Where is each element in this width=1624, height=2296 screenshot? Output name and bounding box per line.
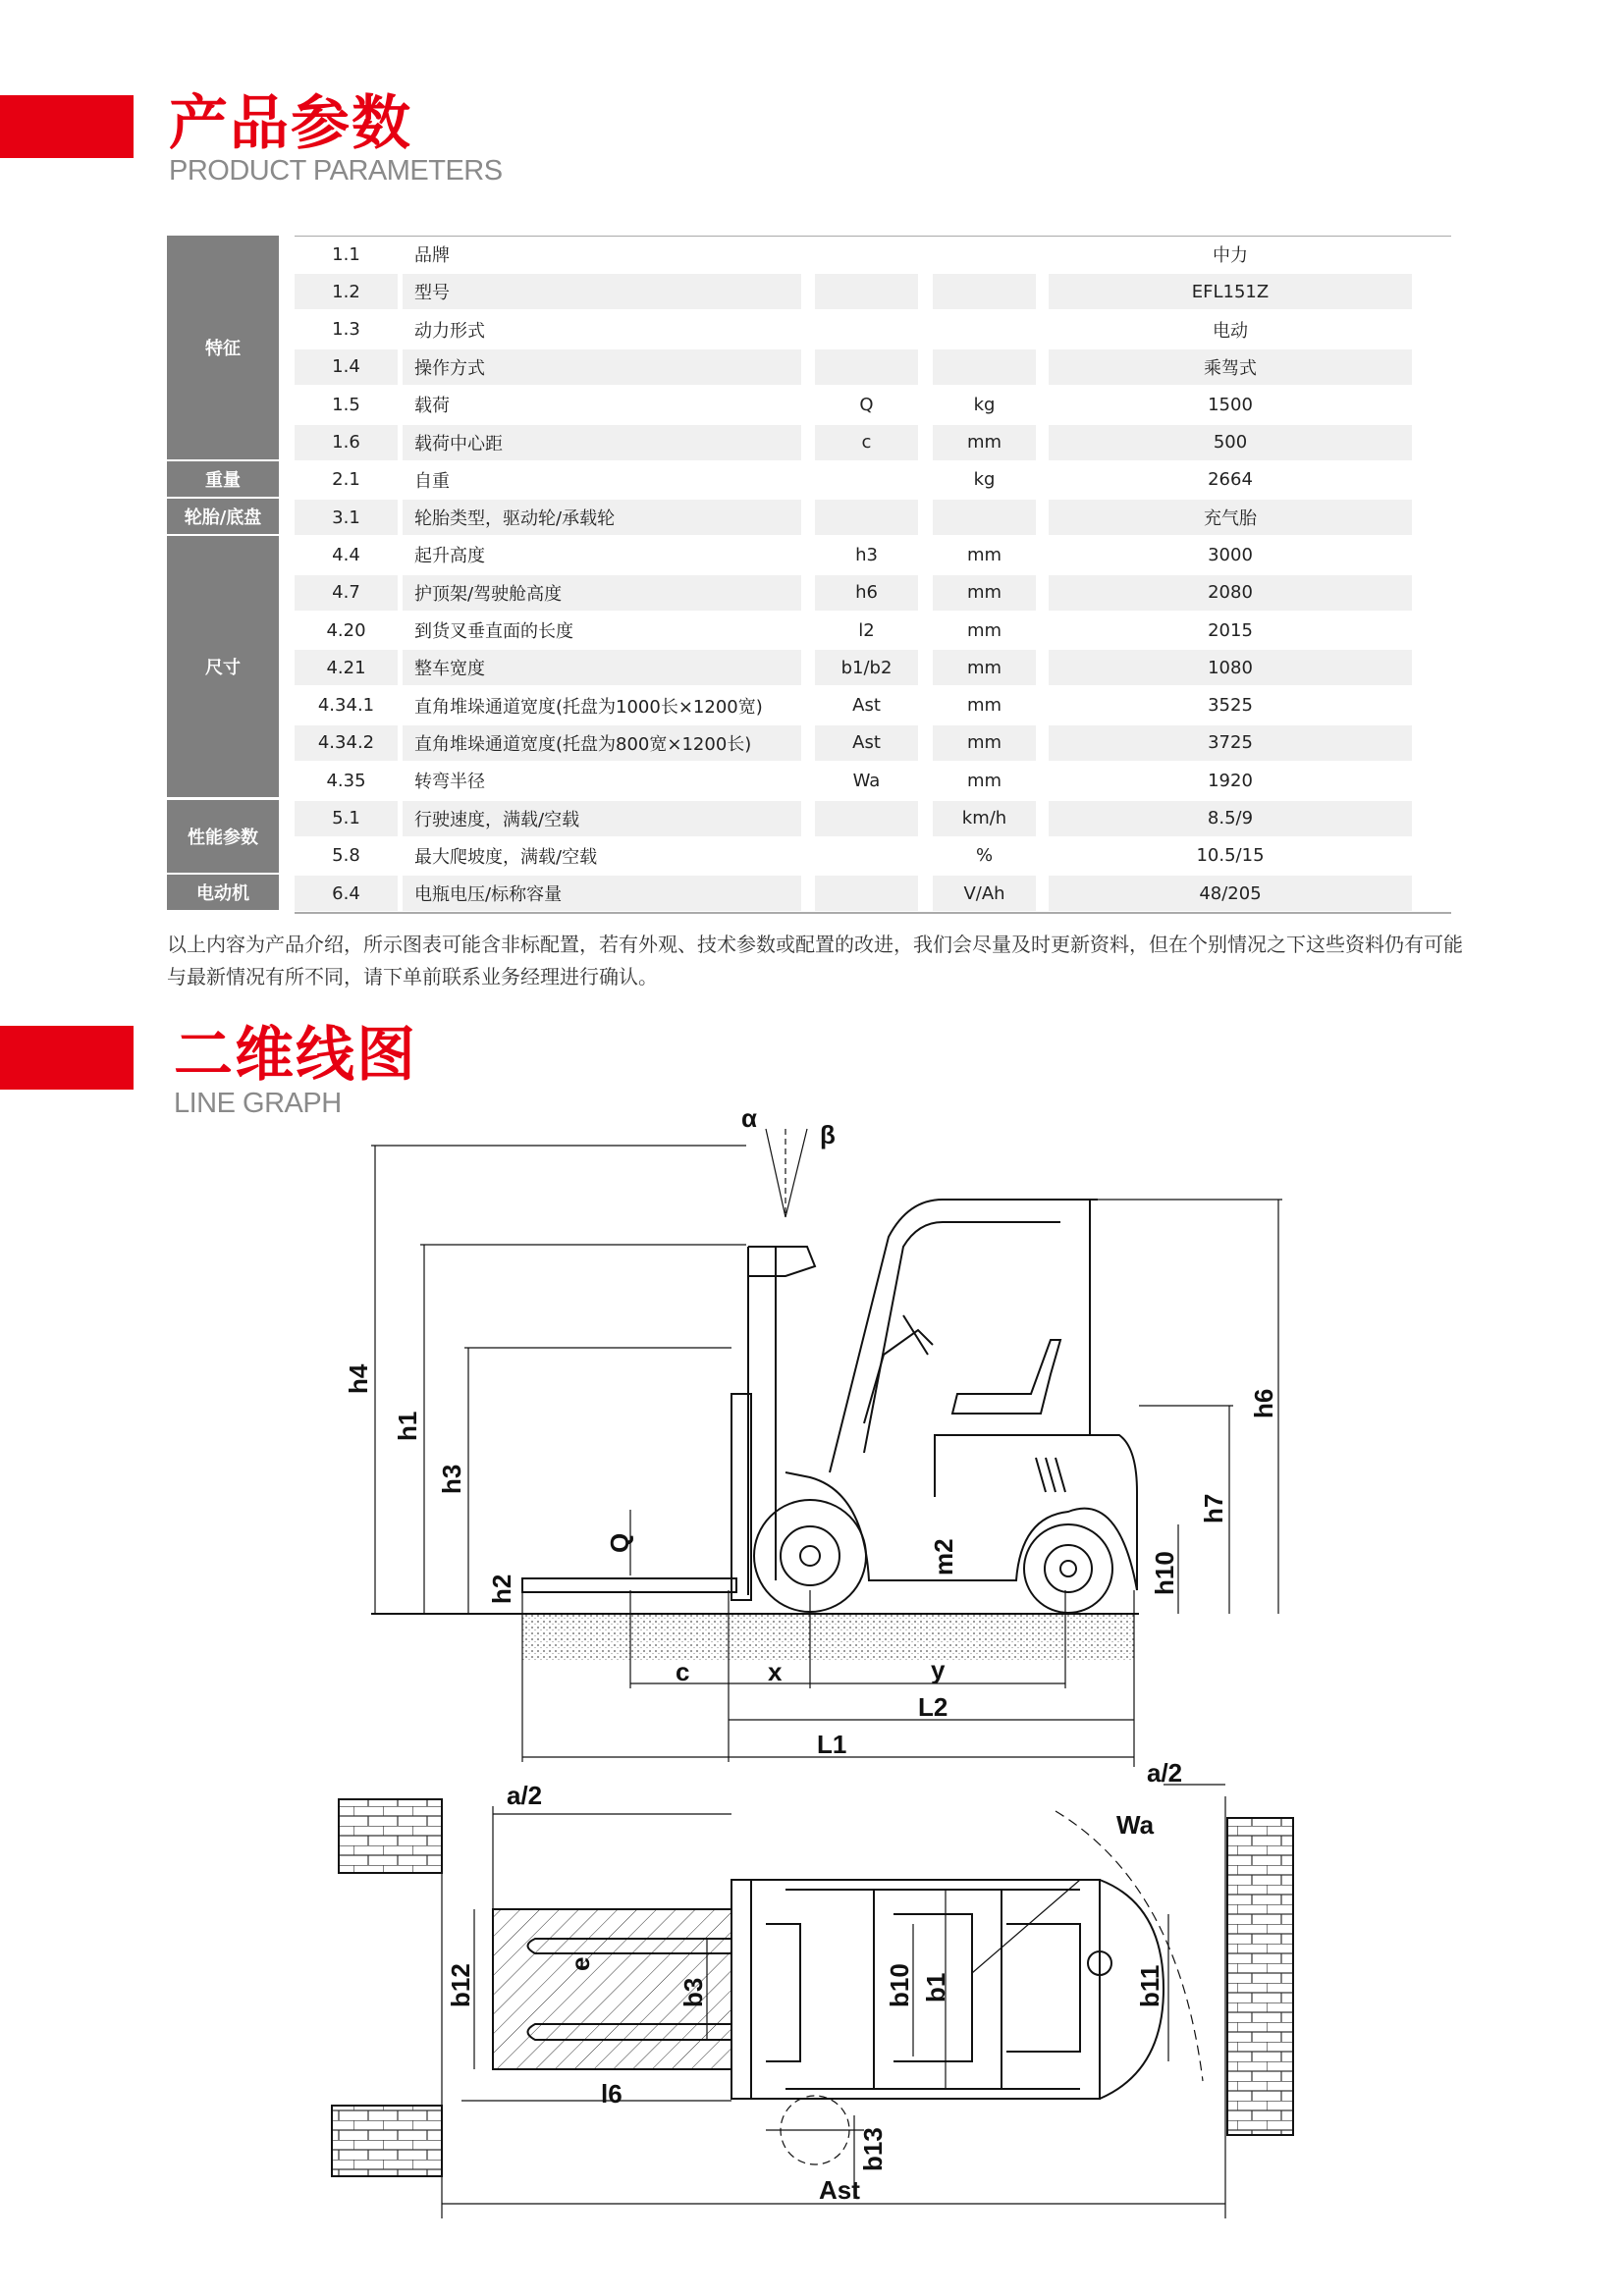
cell-val: 3725	[1049, 725, 1412, 761]
cell-name: 整车宽度	[403, 650, 801, 685]
cell-num: 1.5	[332, 394, 360, 415]
cell-val: 乘驾式	[1049, 349, 1412, 385]
cell-sym: h3	[855, 544, 878, 565]
cell-name: 动力形式	[414, 320, 485, 342]
cell-num: 1.1	[332, 243, 360, 265]
label-h2: h2	[487, 1574, 516, 1604]
cell-name: 直角堆垛通道宽度(托盘为1000长×1200宽)	[414, 696, 763, 718]
cell-num: 4.20	[326, 619, 366, 641]
cell-sym: Ast	[852, 695, 881, 717]
label-h3: h3	[437, 1464, 466, 1494]
label-e: e	[566, 1956, 595, 1971]
dimension-lines	[371, 1129, 1282, 1767]
cell-unit: mm	[933, 575, 1036, 611]
label-l6: l6	[601, 2079, 623, 2109]
cell-num: 1.2	[295, 274, 398, 309]
section-title-en-2: LINE GRAPH	[174, 1088, 342, 1119]
wall-left-bottom	[332, 2106, 442, 2176]
cell-val: EFL151Z	[1049, 274, 1412, 309]
cell-unit: mm	[933, 650, 1036, 685]
label-h10: h10	[1150, 1551, 1179, 1595]
cell-num: 3.1	[295, 500, 398, 535]
cell-num: 4.34.1	[317, 695, 375, 717]
cell-num: 2.1	[332, 469, 360, 491]
disclaimer-note: 以上内容为产品介绍，所示图表可能含非标配置，若有外观、技术参数或配置的改进，我们会尽量及时更新资料，但在个别情况之下这些资料仍有可能与最新情况有所不同，请下单前联系业务经理进行确认。	[167, 933, 1463, 988]
cell-val: 中力	[1213, 245, 1248, 266]
label-L1: L1	[817, 1730, 847, 1759]
cell-name: 直角堆垛通道宽度(托盘为800宽×1200长)	[403, 725, 801, 761]
cell-num: 5.8	[332, 845, 360, 867]
cell-name: 行驶速度，满载/空载	[403, 801, 801, 836]
label-b11: b11	[1135, 1964, 1164, 2007]
cell-name: 载荷中心距	[403, 425, 801, 460]
label-m2: m2	[929, 1538, 958, 1575]
cell-num: 1.6	[295, 425, 398, 460]
cell-val: 电动	[1213, 320, 1248, 342]
cell-name: 转弯半径	[414, 772, 485, 793]
cell-val: 2664	[1208, 469, 1253, 491]
label-beta: β	[820, 1120, 836, 1149]
cell-val: 1500	[1208, 394, 1253, 415]
cell-sym: l2	[858, 619, 875, 641]
cell-sym: b1/b2	[815, 650, 918, 685]
cell-sym: Q	[859, 394, 874, 415]
label-x: x	[768, 1657, 783, 1686]
cell-unit: kg	[973, 394, 996, 415]
wall-right	[1227, 1818, 1293, 2135]
cell-unit: km/h	[933, 801, 1036, 836]
category-cell: 尺寸	[167, 536, 279, 799]
cell-num: 4.34.2	[295, 725, 398, 761]
label-b10: b10	[885, 1963, 914, 2007]
category-cell: 性能参数	[167, 800, 279, 876]
cell-unit: %	[975, 845, 994, 867]
label-h7: h7	[1199, 1493, 1228, 1523]
cell-val: 500	[1049, 425, 1412, 460]
label-h1: h1	[393, 1411, 422, 1441]
cell-name: 操作方式	[403, 349, 801, 385]
cell-num: 5.1	[295, 801, 398, 836]
category-cell: 特征	[167, 236, 279, 461]
cell-name: 品牌	[414, 245, 450, 266]
cell-unit: kg	[973, 469, 996, 491]
label-h4: h4	[344, 1363, 373, 1394]
cell-unit: mm	[933, 425, 1036, 460]
cell-num: 4.7	[295, 575, 398, 611]
label-b13: b13	[858, 2127, 888, 2171]
cell-val: 1080	[1049, 650, 1412, 685]
cell-sym: Wa	[852, 770, 881, 791]
section-title-en: PRODUCT PARAMETERS	[169, 155, 503, 187]
cell-val: 2080	[1049, 575, 1412, 611]
cell-val: 10.5/15	[1196, 845, 1265, 867]
mast	[748, 1247, 815, 1595]
cell-num: 6.4	[295, 876, 398, 911]
steering	[864, 1315, 933, 1423]
label-a2-right: a/2	[1147, 1758, 1183, 1788]
cell-name: 起升高度	[414, 546, 485, 567]
cell-name: 电瓶电压/标称容量	[403, 876, 801, 911]
cell-val: 充气胎	[1049, 500, 1412, 535]
cell-name: 护顶架/驾驶舱高度	[403, 575, 801, 611]
label-y: y	[931, 1655, 946, 1684]
seat	[952, 1340, 1060, 1414]
section-title-cn-2: 二维线图	[174, 1021, 417, 1090]
cell-val: 1920	[1208, 770, 1253, 791]
wall-left-top	[339, 1799, 442, 1873]
cell-unit: mm	[966, 770, 1002, 791]
label-b1: b1	[921, 1972, 950, 2002]
overhead-guard	[830, 1200, 1098, 1472]
category-cell: 电动机	[167, 875, 279, 912]
side-view	[371, 1129, 1282, 1767]
label-h6: h6	[1249, 1388, 1278, 1418]
cell-sym: Ast	[815, 725, 918, 761]
cell-unit: mm	[966, 695, 1002, 717]
cell-name: 载荷	[414, 396, 450, 417]
cell-unit: mm	[933, 725, 1036, 761]
label-b12: b12	[446, 1963, 475, 2007]
cell-name: 到货叉垂直面的长度	[414, 621, 573, 642]
cell-name: 轮胎类型，驱动轮/承载轮	[403, 500, 801, 535]
fork	[522, 1578, 736, 1592]
cell-num: 1.3	[332, 319, 360, 341]
cell-unit: V/Ah	[933, 876, 1036, 911]
label-Wa: Wa	[1116, 1810, 1155, 1840]
cell-sym: c	[815, 425, 918, 460]
cell-name: 最大爬坡度，满载/空载	[414, 846, 598, 868]
cell-num: 4.35	[326, 770, 366, 791]
cell-unit: mm	[966, 544, 1002, 565]
cell-val: 3000	[1208, 544, 1253, 565]
label-Q: Q	[605, 1532, 634, 1553]
section-title-cn: 产品参数	[169, 89, 412, 158]
label-b3: b3	[678, 1977, 708, 2007]
cell-val: 8.5/9	[1049, 801, 1412, 836]
label-a2-left: a/2	[507, 1781, 543, 1810]
category-cell: 轮胎/底盘	[167, 499, 279, 536]
cell-num: 4.4	[332, 544, 360, 565]
cell-val: 3525	[1208, 695, 1253, 717]
category-cell: 重量	[167, 461, 279, 499]
logo-marks	[1036, 1458, 1065, 1492]
cell-val: 48/205	[1049, 876, 1412, 911]
label-alpha: α	[741, 1103, 757, 1133]
label-L2: L2	[918, 1692, 948, 1722]
ground-hatch	[522, 1614, 1134, 1662]
label-c: c	[676, 1657, 690, 1686]
cell-num: 1.4	[295, 349, 398, 385]
cell-name: 自重	[414, 470, 450, 492]
cell-val: 2015	[1208, 619, 1253, 641]
cell-sym: h6	[815, 575, 918, 611]
label-Ast: Ast	[819, 2175, 860, 2205]
cell-name: 型号	[403, 274, 801, 309]
cell-unit: mm	[966, 619, 1002, 641]
cell-num: 4.21	[295, 650, 398, 685]
